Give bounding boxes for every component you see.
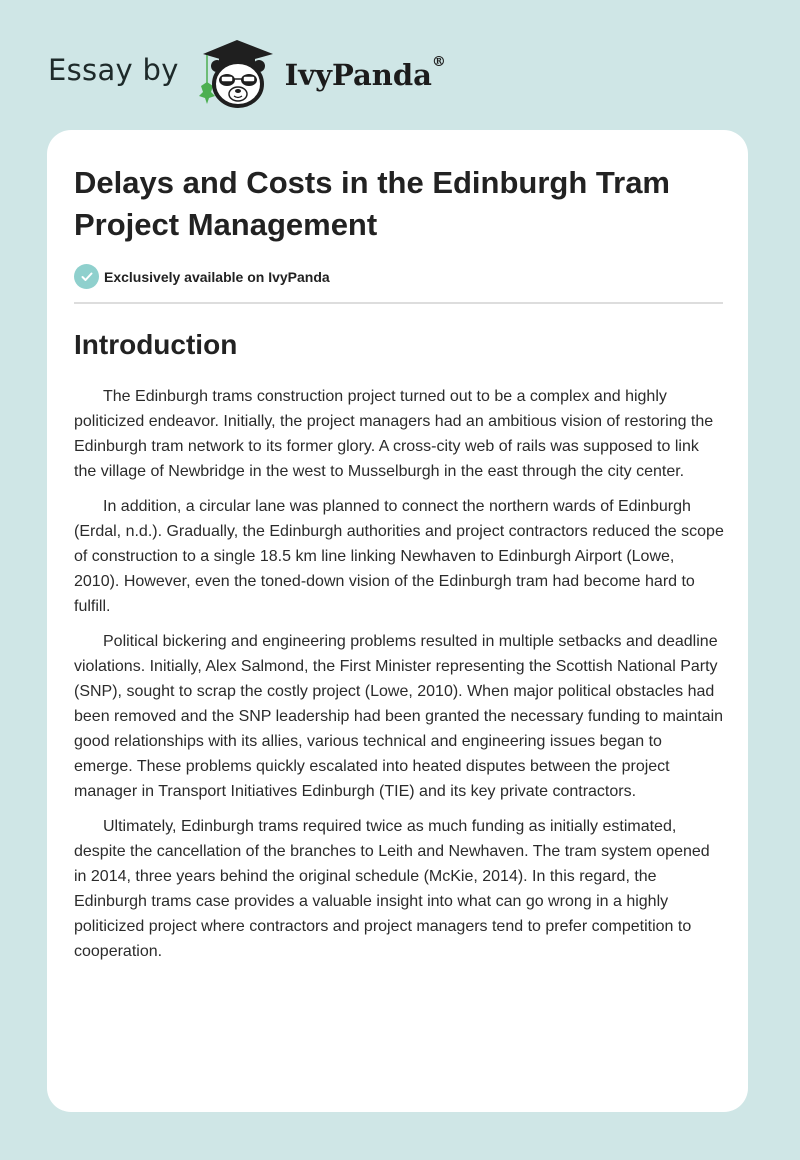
section-heading-introduction: Introduction (74, 329, 238, 360)
check-circle-icon (74, 264, 99, 289)
paragraph: In addition, a circular lane was planned to connect the northern wards of Edinburgh (Erdal, n.d.). Gradually, the Edinburgh authorities and project contractors reduced the scope of construction to a single 18.5 km line linking Newhaven to Edinburgh Airport (Lowe, 2010). However, even the toned-down vision of the Edinburgh tram had become hard to fulfill. (74, 498, 724, 615)
brand-name: IvyPanda® (284, 54, 446, 92)
page-title: Delays and Costs in the Edinburgh Tram Project Management (74, 165, 670, 242)
exclusive-badge-text: Exclusively available on IvyPanda (104, 268, 330, 285)
paragraph: The Edinburgh trams construction project turned out to be a complex and highly politicized endeavor. Initially, the project managers had an ambitious vision of restoring the Edinburgh tram network to its former glory. A cross-city web of rails was supposed to link the village of Newbridge in the west to Musselburgh in the east through the city center. (74, 388, 714, 480)
registered-mark: ® (431, 54, 446, 70)
paragraph: Political bickering and engineering problems resulted in multiple setbacks and deadline violations. Initially, Alex Salmond, the First Minister representing the Scottish National Party (SNP), sought to scrap the costly project (Lowe, 2010). When major political obstacles had been removed and the SNP leadership had been granted the necessary funding to maintain good relationships with its allies, various technical and engineering issues began to emerge. These problems quickly escalated into heated disputes between the project manager in Transport Initiatives Edinburgh (TIE) and its key private contractors. (74, 633, 724, 800)
essay-card (47, 130, 748, 1112)
brand-prefix: Essay by (48, 53, 179, 87)
section-body (74, 384, 724, 974)
brand-header (48, 36, 446, 108)
paragraph: Ultimately, Edinburgh trams required twice as much funding as initially estimated, despite the cancellation of the branches to Leith and Newhaven. The tram system opened in 2014, three years behind the original schedule (McKie, 2014). In this regard, the Edinburgh trams case provides a valuable insight into what can go wrong in a highly politicized project where contractors and project managers tend to prefer competition to cooperation. (74, 818, 710, 960)
divider (74, 302, 723, 304)
panda-graduate-logo-icon (193, 36, 281, 108)
exclusive-badge (74, 264, 330, 289)
